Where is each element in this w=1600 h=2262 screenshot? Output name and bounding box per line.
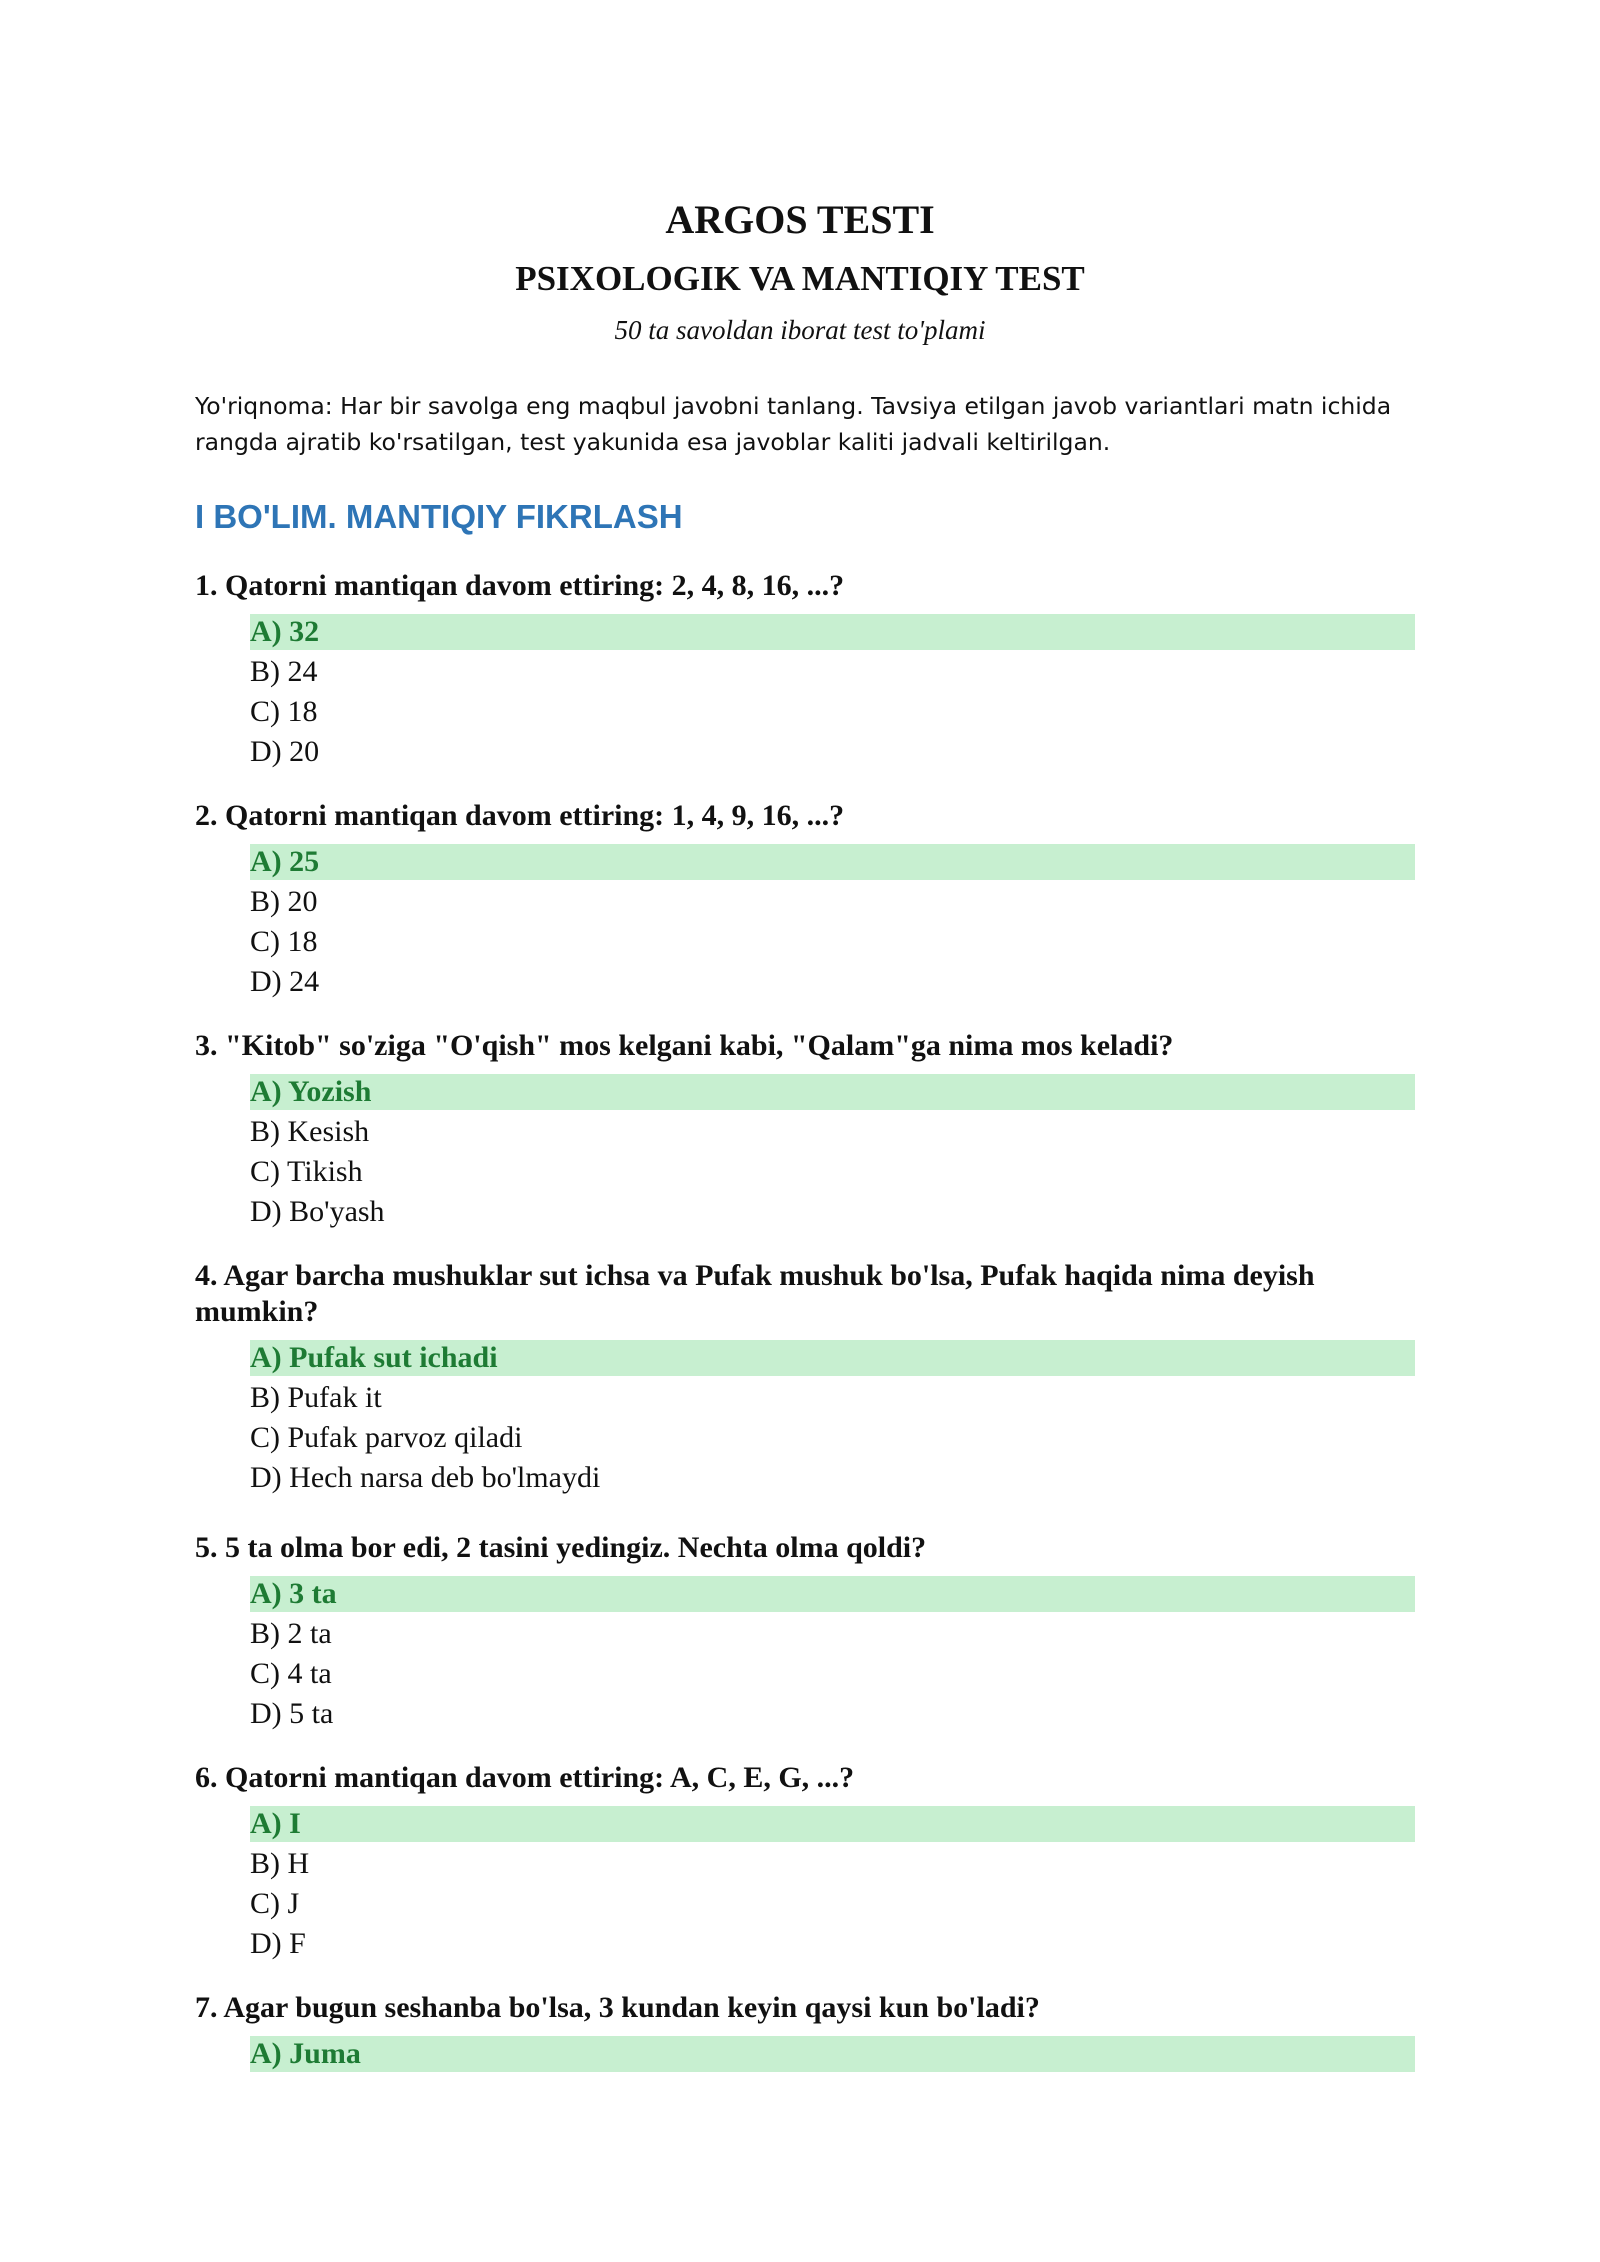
- section-title: I BO'LIM. MANTIQIY FIKRLASH: [195, 498, 683, 535]
- answer-option-highlighted: A) I: [250, 1806, 1415, 1842]
- instructions: Yo'riqnoma: Har bir savolga eng maqbul javobni tanlang. Tavsiya etilgan javob variantlari matn ichida rangda ajratib ko'rsatilgan, test yakunida esa javoblar kaliti jadvali keltirilgan.: [195, 392, 1392, 456]
- answer-option: C) Tikish: [250, 1155, 363, 1188]
- answer-option: D) Bo'yash: [250, 1195, 385, 1228]
- question-5-text: 5. 5 ta olma bor edi, 2 tasini yedingiz. Nechta olma qoldi?: [195, 1531, 927, 1564]
- answer-option-highlighted: A) Yozish: [250, 1074, 1415, 1110]
- question-3-text: 3. "Kitob" so'ziga "O'qish" mos kelgani kabi, "Qalam"ga nima mos keladi?: [195, 1029, 1174, 1062]
- answer-option: C) 18: [250, 695, 318, 728]
- question-6-text: 6. Qatorni mantiqan davom ettiring: A, C, E, G, ...?: [195, 1761, 855, 1794]
- document-tagline: 50 ta savoldan iborat test to'plami: [614, 315, 986, 345]
- answer-option: B) 2 ta: [250, 1617, 332, 1650]
- answer-option: C) 18: [250, 925, 318, 958]
- document-title: ARGOS TESTI: [665, 197, 935, 242]
- question-7-text: 7. Agar bugun seshanba bo'lsa, 3 kundan keyin qaysi kun bo'ladi?: [195, 1991, 1040, 2024]
- answer-option: B) 20: [250, 885, 318, 918]
- answer-option-highlighted: A) 32: [250, 614, 1415, 650]
- answer-option: C) 4 ta: [250, 1657, 332, 1690]
- answer-option: C) J: [250, 1887, 300, 1920]
- question-2-text: 2. Qatorni mantiqan davom ettiring: 1, 4, 9, 16, ...?: [195, 799, 845, 832]
- answer-option-highlighted: A) 3 ta: [250, 1576, 1415, 1612]
- answer-option: D) 24: [250, 965, 320, 998]
- answer-option: B) 24: [250, 655, 318, 688]
- answer-option-highlighted: A) 25: [250, 844, 1415, 880]
- answer-option: D) 5 ta: [250, 1697, 334, 1730]
- answer-option: C) Pufak parvoz qiladi: [250, 1421, 523, 1454]
- answer-option: B) Kesish: [250, 1115, 370, 1148]
- answer-option: D) Hech narsa deb bo'lmaydi: [250, 1461, 601, 1494]
- answer-option-highlighted: A) Pufak sut ichadi: [250, 1340, 1415, 1376]
- answer-option: D) 20: [250, 735, 320, 768]
- answer-option-highlighted: A) Juma: [250, 2036, 1415, 2072]
- answer-option: B) H: [250, 1847, 310, 1880]
- question-4-text: 4. Agar barcha mushuklar sut ichsa va Pufak mushuk bo'lsa, Pufak haqida nima deyish mumkin?: [195, 1259, 1315, 1328]
- answer-option: D) F: [250, 1927, 306, 1960]
- document-subtitle: PSIXOLOGIK VA MANTIQIY TEST: [515, 259, 1085, 298]
- answer-option: B) Pufak it: [250, 1381, 382, 1414]
- question-1-text: 1. Qatorni mantiqan davom ettiring: 2, 4, 8, 16, ...?: [195, 569, 845, 602]
